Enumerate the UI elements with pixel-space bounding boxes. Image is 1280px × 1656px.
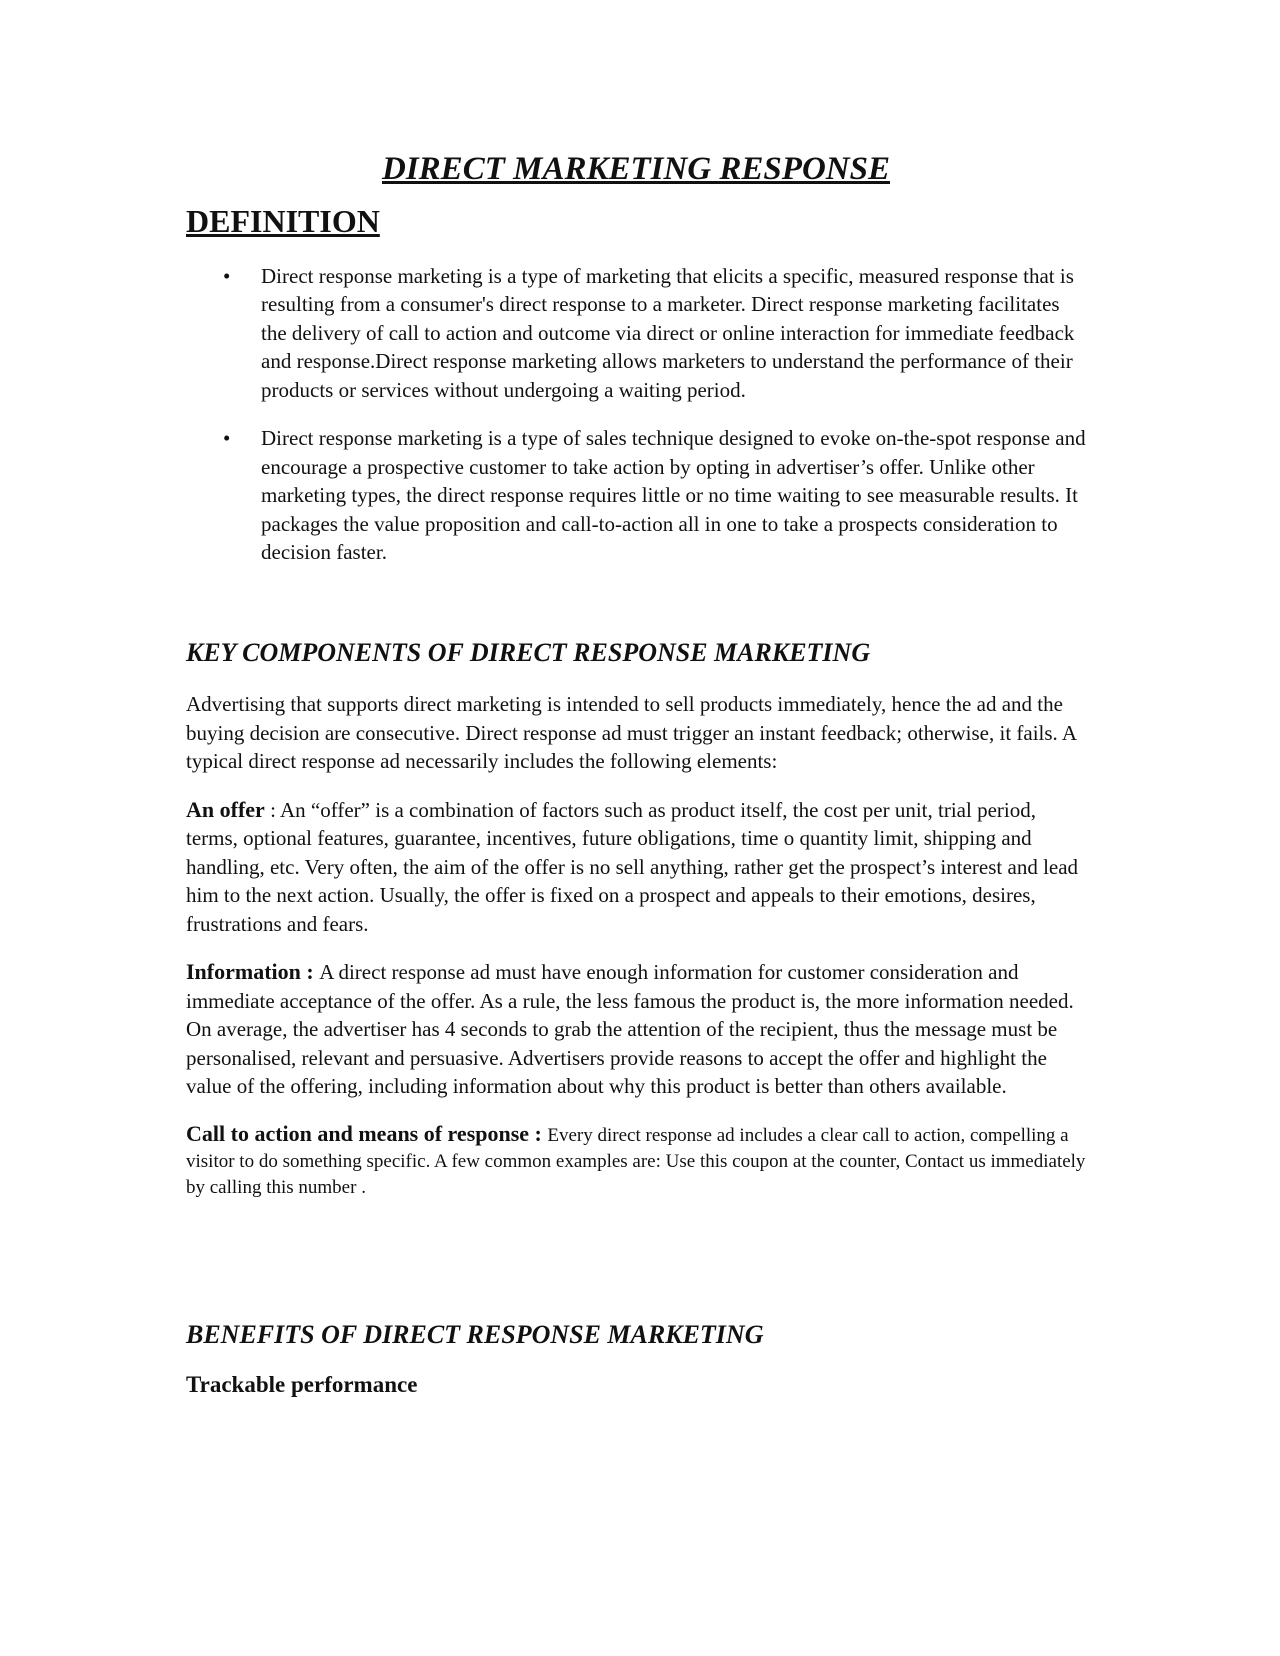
list-item (186, 424, 1086, 567)
call-to-action-label: Call to action and means of response : (186, 1120, 548, 1146)
information-text: A direct response ad must have enough information for customer consideration and immediate acceptance of the offer. As a rule, the less famous the product is, the more information needed. On average, the advertiser has 4 seconds to grab the attention of the recipient, thus the message must be personalised, relevant and persuasive. Advertisers provide reasons to accept the offer and highlight the value of the offering, including information about why this product is better than others available. (186, 960, 1074, 1099)
benefits-heading: BENEFITS OF DIRECT RESPONSE MARKETING (186, 1319, 764, 1349)
call-to-action-paragraph (186, 1121, 1086, 1201)
offer-paragraph (186, 796, 1086, 939)
list-item (186, 262, 1086, 405)
trackable-performance-heading: Trackable performance (186, 1371, 418, 1397)
key-components-heading: KEY COMPONENTS OF DIRECT RESPONSE MARKETING (186, 637, 871, 667)
information-paragraph (186, 958, 1086, 1101)
document-body (186, 140, 1086, 1398)
offer-separator: : (264, 797, 280, 822)
information-label: Information : (186, 959, 320, 985)
definition-heading: DEFINITION (186, 202, 380, 239)
offer-text: An “offer” is a combination of factors such as product itself, the cost per unit, trial period, terms, optional features, guarantee, incentives, future obligations, time o quantity limit, shipping and handling, etc. Very often, the aim of the offer is no sell anything, rather get the prospect’s interest and lead him to the next action. Usually, the offer is fixed on a prospect and appeals to their emotions, desires, frustrations and fears. (186, 797, 1079, 936)
key-components-intro: Advertising that supports direct marketing is intended to sell products immediately, hence the ad and the buying decision are consecutive. Direct response ad must trigger an instant feedback; otherwise, it fails. A typical direct response ad necessarily includes the following elements: (186, 692, 1076, 774)
call-to-action-text: Every direct response ad includes a clear call to action, compelling a visitor to do something specific. A few common examples are: Use this coupon at the counter, Contact us immediately by calling this number . (186, 1124, 1086, 1198)
bullet-text: Direct response marketing is a type of marketing that elicits a specific, measured response that is resulting from a consumer's direct response to a marketer. Direct response marketing facilitates the delivery of call to action and outcome via direct or online interaction for immediate feedback and response.Direct response marketing allows marketers to understand the performance of their products or services without undergoing a waiting period. (261, 263, 1075, 402)
document-title: DIRECT MARKETING RESPONSE (382, 151, 890, 187)
definition-bullet-list (186, 262, 1086, 567)
offer-label: An offer (186, 796, 265, 822)
bullet-icon: • (223, 426, 231, 451)
bullet-text: Direct response marketing is a type of sales technique designed to evoke on-the-spot response and encourage a prospective customer to take action by opting in advertiser’s offer. Unlike other marketing types, the direct response requires little or no time waiting to see measurable results. It packages the value proposition and call-to-action all in one to take a prospects consideration to decision faster. (261, 426, 1086, 565)
bullet-icon: • (223, 263, 231, 288)
